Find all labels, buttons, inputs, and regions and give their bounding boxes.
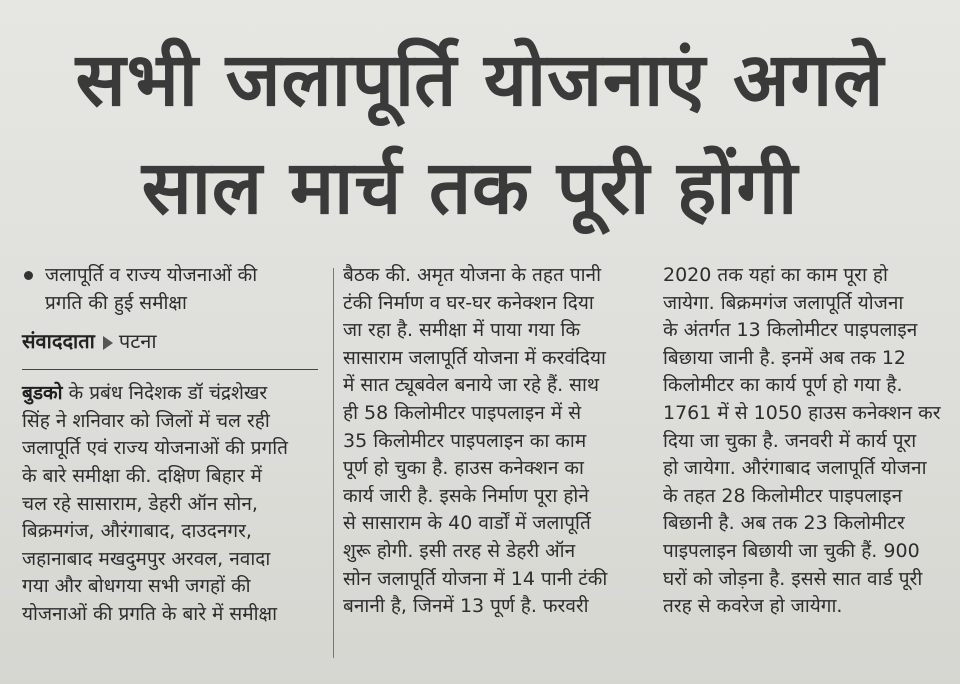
divider (22, 369, 318, 370)
article-line: दिया जा चुका है. जनवरी में कार्य पूरा (663, 429, 917, 452)
article-line: चल रहे सासाराम, डेहरी ऑन सोन, (22, 492, 258, 515)
article-column-1 (22, 262, 322, 629)
byline-city: पटना (118, 329, 157, 354)
highlight-box (22, 262, 322, 317)
article-line: सोन जलापूर्ति योजना में 14 पानी टंकी (343, 567, 608, 590)
article-line: के बारे समीक्षा की. दक्षिण बिहार में (22, 464, 262, 487)
article-line: गया और बोधगया सभी जगहों की (22, 575, 251, 598)
article-line: ही 58 किलोमीटर पाइपलाइन में से (343, 401, 582, 424)
article-line: तरह से कवरेज हो जायेगा. (663, 595, 843, 618)
article-line: जा रहा है. समीक्षा में पाया गया कि (343, 319, 581, 342)
article-line: सिंह ने शनिवार को जिलों में चल रही (22, 409, 270, 432)
column-divider (333, 268, 334, 658)
article-line: टंकी निर्माण व घर-घर कनेक्शन दिया (343, 291, 594, 314)
article-line: हो जायेगा. औरंगाबाद जलापूर्ति योजना (663, 457, 927, 480)
article-line: जायेगा. बिक्रमगंज जलापूर्ति योजना (663, 291, 904, 314)
article-column-3 (663, 262, 948, 621)
article-line: में सात ट्यूबवेल बनाये जा रहे हैं. साथ (343, 374, 600, 397)
article-line (22, 380, 322, 408)
article-line: शुरू होगी. इसी तरह से डेहरी ऑन (343, 539, 576, 562)
headline-line-2: साल मार्च तक पूरी होंगी (141, 145, 799, 231)
article-line: जहानाबाद मखदुमपुर अरवल, नवादा (22, 547, 271, 570)
article-line: 2020 तक यहां का काम पूरा हो (663, 264, 888, 286)
article-line: 35 किलोमीटर पाइपलाइन का काम (343, 429, 587, 452)
article-column-2 (343, 262, 643, 621)
article-line: घरों को जोड़ना है. इससे सात वार्ड पूरी (663, 567, 923, 590)
headline-line-1: सभी जलापूर्ति योजनाएं अगले (75, 37, 885, 123)
article-line: के तहत 28 किलोमीटर पाइपलाइन (663, 484, 903, 507)
article-line: बनानी है, जिनमें 13 पूर्ण है. फरवरी (343, 595, 589, 618)
article-line: से सासाराम के 40 वार्डों में जलापूर्ति (343, 512, 591, 535)
article-line: बिक्रमगंज, औरंगाबाद, दाउदनगर, (22, 520, 252, 543)
article-line: सासाराम जलापूर्ति योजना में करवंदिया (343, 346, 606, 369)
article-line: किलोमीटर का कार्य पूर्ण हो गया है. (663, 374, 903, 397)
lead-word: बुडको (22, 382, 63, 405)
article-line: पाइपलाइन बिछायी जा चुकी हैं. 900 (663, 539, 920, 562)
article-line: बिछानी है. अब तक 23 किलोमीटर (663, 512, 905, 535)
article-line: बिछाया जानी है. इनमें अब तक 12 (663, 346, 907, 369)
article-line: बैठक की. अमृत योजना के तहत पानी (343, 264, 602, 286)
article-line: 1761 में से 1050 हाउस कनेक्शन कर (663, 401, 941, 424)
article-line-rest: के प्रबंध निदेशक डॉ चंद्रशेखर (62, 382, 268, 405)
bullet-icon (24, 271, 33, 280)
byline (22, 327, 322, 355)
highlight-line: जलापूर्ति व राज्य योजनाओं की (45, 264, 258, 286)
article-line: के अंतर्गत 13 किलोमीटर पाइपलाइन (663, 319, 918, 342)
play-triangle-icon (103, 336, 113, 350)
article-line: पूर्ण हो चुका है. हाउस कनेक्शन का (343, 457, 584, 480)
byline-reporter: संवाददाता (22, 329, 95, 354)
highlight-line: प्रगति की हुई समीक्षा (45, 291, 187, 314)
article-line: जलापूर्ति एवं राज्य योजनाओं की प्रगति (22, 437, 288, 460)
article-line: योजनाओं की प्रगति के बारे में समीक्षा (22, 602, 278, 625)
article-line: कार्य जारी है. इसके निर्माण पूरा होने (343, 484, 589, 507)
